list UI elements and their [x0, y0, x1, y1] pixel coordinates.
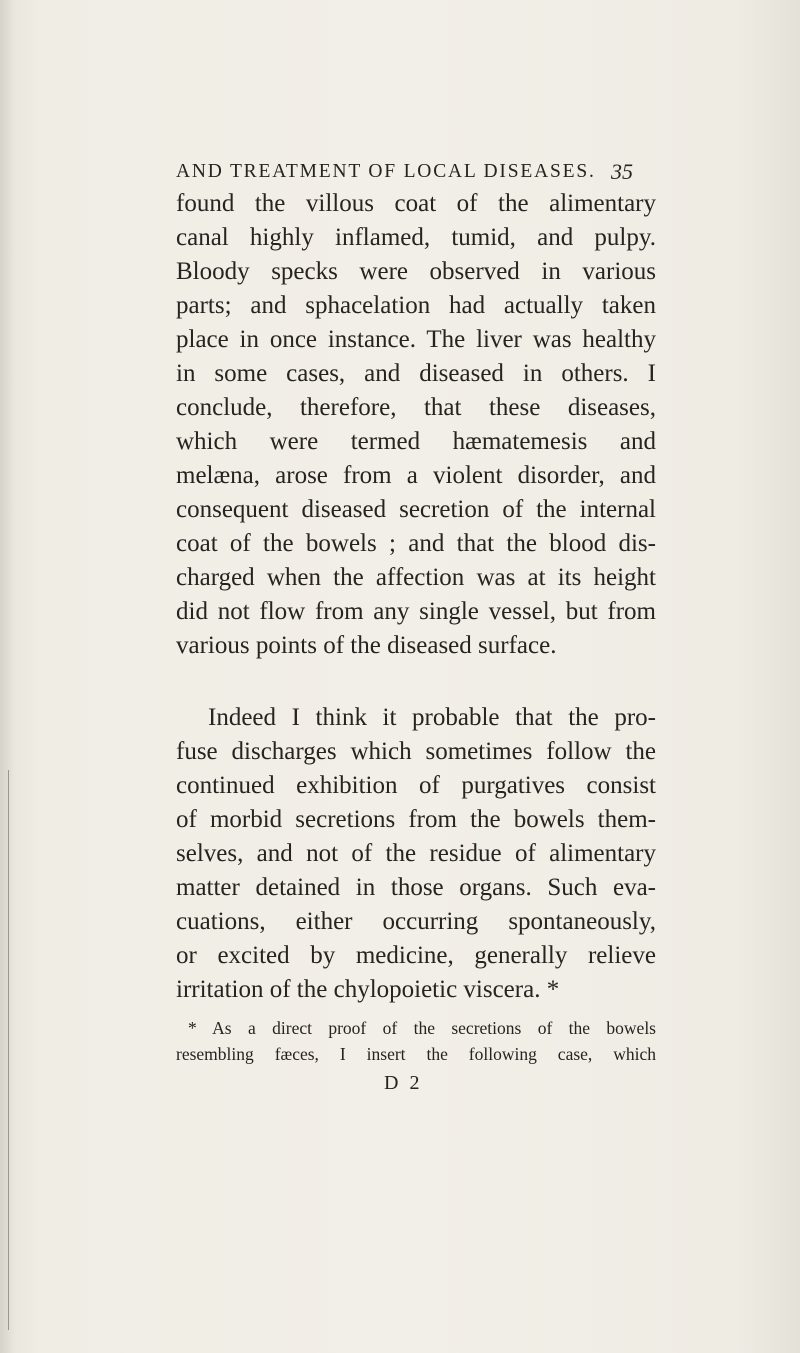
page-edge-line: [8, 770, 9, 1330]
text-line: conclude, therefore, that these diseases,: [176, 394, 656, 421]
text-line: melæna, arose from a violent disorder, and: [176, 462, 656, 489]
text-line: irritation of the chylopoietic viscera. *: [176, 976, 560, 1003]
text-line: cuations, either occurring spontaneously,: [176, 908, 656, 935]
text-line: or excited by medicine, generally relieve: [176, 942, 656, 969]
text-line: charged when the affection was at its height: [176, 564, 656, 591]
text-line: which were termed hæmatemesis and: [176, 428, 656, 455]
text-line: canal highly inflamed, tumid, and pulpy.: [176, 224, 656, 251]
signature-mark: D 2: [384, 1072, 423, 1094]
text-line: various points of the diseased surface.: [176, 632, 557, 659]
text-line: fuse discharges which sometimes follow the: [176, 738, 656, 765]
text-line: in some cases, and diseased in others. I: [176, 360, 656, 387]
text-line: found the villous coat of the alimentary: [176, 190, 656, 217]
spine-shadow: [0, 0, 14, 1353]
footnote-line: * As a direct proof of the secretions of the bowels: [188, 1018, 656, 1038]
text-line: continued exhibition of purgatives consist: [176, 772, 656, 799]
text-line: parts; and sphacelation had actually taken: [176, 292, 656, 319]
text-line: matter detained in those organs. Such eva-: [176, 874, 656, 901]
running-head: AND TREATMENT OF LOCAL DISEASES.: [176, 161, 596, 182]
text-line: of morbid secretions from the bowels them-: [176, 806, 656, 833]
text-line: coat of the bowels ; and that the blood dis-: [176, 530, 656, 557]
page-number: 35: [611, 159, 633, 184]
text-line: selves, and not of the residue of alimentary: [176, 840, 656, 867]
text-line: did not flow from any single vessel, but from: [176, 598, 656, 625]
footnote-line: resembling fæces, I insert the following case, which: [176, 1044, 656, 1064]
text-line: consequent diseased secretion of the internal: [176, 496, 656, 523]
text-line: Indeed I think it probable that the pro-: [208, 704, 656, 731]
text-line: Bloody specks were observed in various: [176, 258, 656, 285]
text-line: place in once instance. The liver was healthy: [176, 326, 656, 353]
